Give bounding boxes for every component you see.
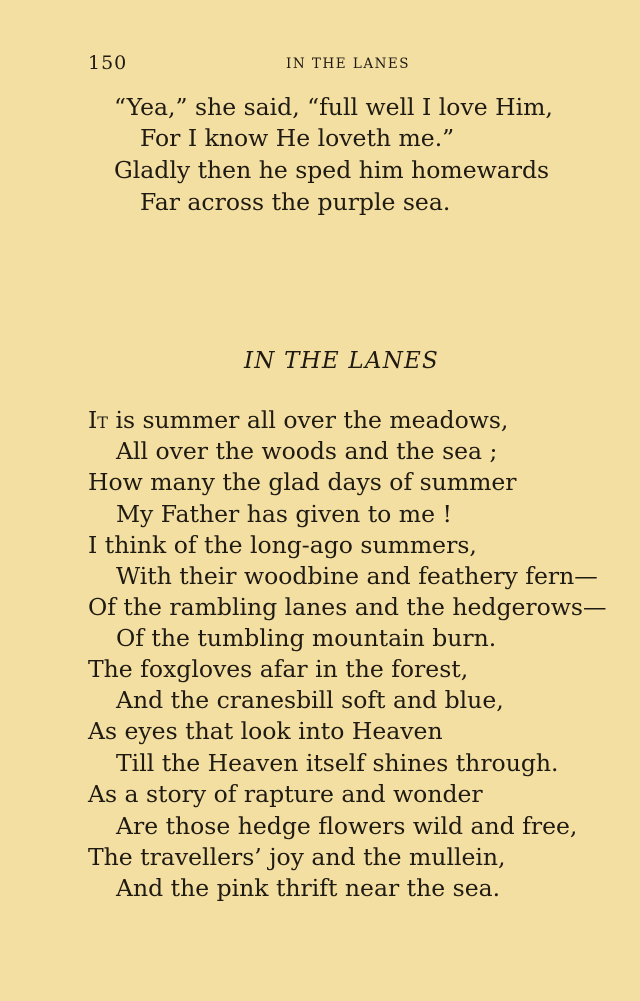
poem-line: How many the glad days of summer — [88, 468, 517, 496]
drop-word: It — [88, 406, 108, 434]
first-line-text: is summer all over the meadows, — [107, 406, 509, 434]
running-head: IN THE LANES — [286, 56, 410, 72]
poem-line: Till the Heaven itself shines through. — [116, 749, 559, 777]
poem-line: And the cranesbill soft and blue, — [116, 686, 504, 714]
poem-line: And the pink thrift near the sea. — [116, 874, 501, 902]
poem-first-line — [88, 405, 508, 435]
poem-line: Of the rambling lanes and the hedgerows— — [88, 593, 607, 621]
poem-line: For I know He loveth me.” — [140, 124, 455, 152]
poem-line: Gladly then he sped him homewards — [114, 156, 550, 184]
poem-line: I think of the long-ago summers, — [88, 531, 477, 559]
poem-line: As eyes that look into Heaven — [88, 717, 443, 745]
poem-line: My Father has given to me ! — [116, 500, 452, 528]
poem-line: All over the woods and the sea ; — [116, 437, 498, 465]
poem-line: With their woodbine and feathery fern— — [116, 562, 598, 590]
poem-line: The travellers’ joy and the mullein, — [88, 843, 506, 871]
poem-line: The foxgloves afar in the forest, — [88, 655, 469, 683]
poem-line: As a story of rapture and wonder — [88, 780, 483, 808]
poem-line: Of the tumbling mountain burn. — [116, 624, 497, 652]
poem-line: Are those hedge flowers wild and free, — [116, 812, 578, 840]
poem-line: Far across the purple sea. — [140, 188, 451, 216]
page-header — [88, 52, 548, 76]
poem-line: “Yea,” she said, “full well I love Him, — [114, 93, 553, 121]
page-number: 150 — [88, 52, 128, 74]
poem-title: IN THE LANES — [244, 348, 439, 374]
